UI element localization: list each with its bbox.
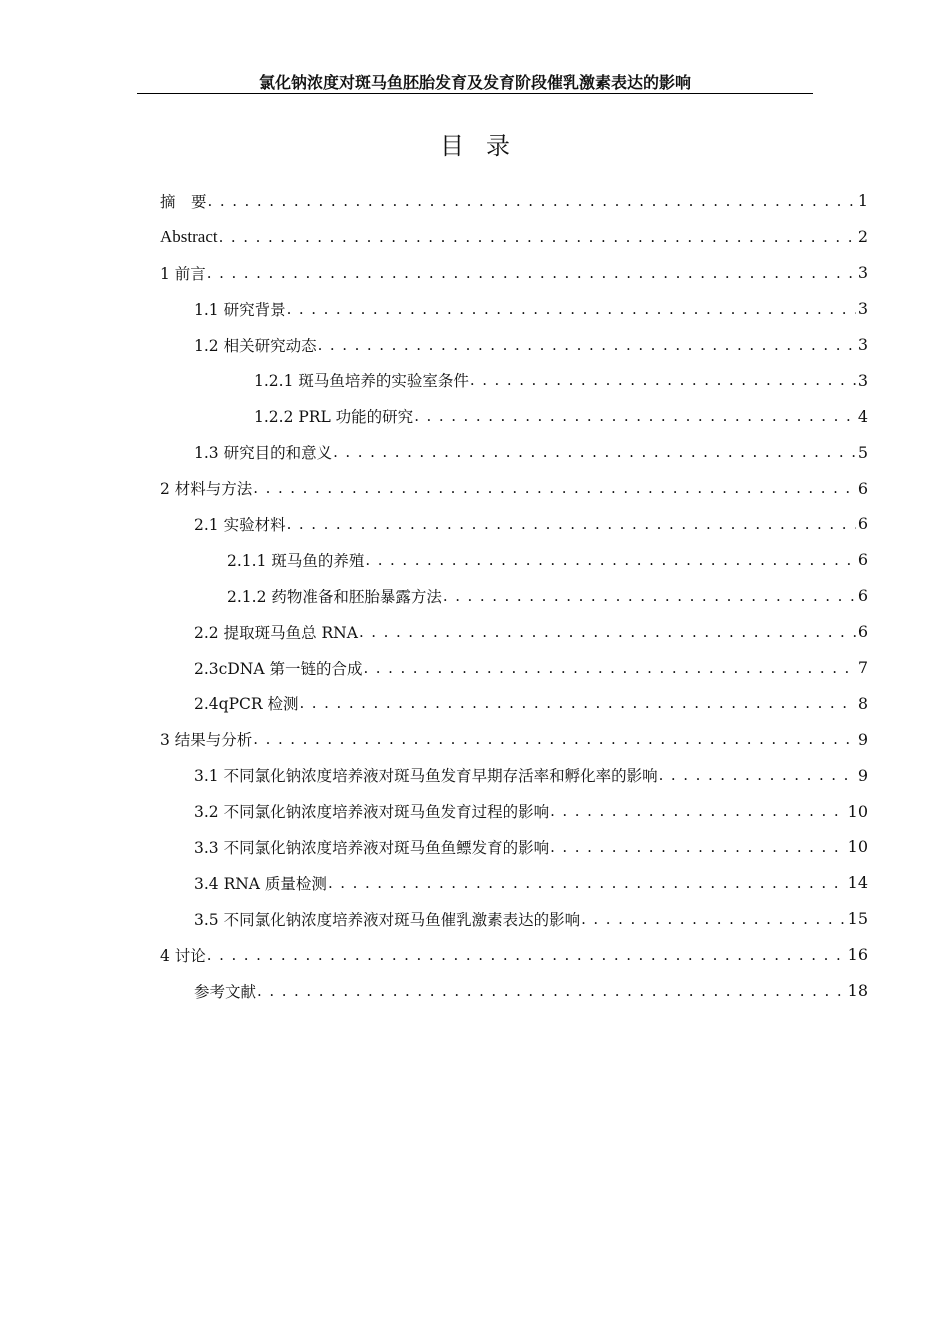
toc-entry[interactable] [160,901,868,937]
toc-entry-label: 3.2 不同氯化钠浓度培养液对斑马鱼发育过程的影响 [194,800,549,822]
toc-entry-label: 2.3cDNA 第一链的合成 [194,657,362,679]
toc-entry-page: 15 [847,909,868,929]
toc-entry-label: 2 材料与方法 [160,477,252,499]
dot-leader [287,299,856,319]
dot-leader [253,729,856,749]
toc-entry-label: 2.1.2 药物准备和胚胎暴露方法 [227,585,442,607]
toc-entry-label: 3.5 不同氯化钠浓度培养液对斑马鱼催乳激素表达的影响 [194,908,580,930]
toc-entry-label: 1.3 研究目的和意义 [194,441,332,463]
toc-entry-page: 3 [857,299,868,319]
toc-entry[interactable] [160,506,868,542]
dot-leader [207,263,856,283]
toc-entry[interactable] [160,829,868,865]
toc-entry-label: 3 结果与分析 [160,728,252,750]
dot-leader [257,981,846,1001]
toc-entry-page: 10 [847,837,868,857]
header-rule [137,93,813,94]
dot-leader [333,442,856,462]
toc-entry-label: 参考文献 [194,980,256,1002]
toc-entry-page: 6 [857,622,868,642]
toc-entry[interactable] [160,542,868,578]
toc-entry-page: 7 [857,658,868,678]
toc-entry[interactable] [160,255,868,291]
toc-entry[interactable] [160,793,868,829]
toc-entry-page: 8 [857,693,868,713]
dot-leader [581,909,846,929]
dot-leader [659,765,856,785]
toc-entry[interactable] [160,614,868,650]
toc-entry-page: 2 [857,227,868,247]
toc-entry[interactable] [160,578,868,614]
dot-leader [287,514,856,534]
dot-leader [359,622,856,642]
toc-entry[interactable] [160,721,868,757]
toc-entry-label: 3.3 不同氯化钠浓度培养液对斑马鱼鱼鳔发育的影响 [194,836,549,858]
toc-entry-label: 4 讨论 [160,944,206,966]
toc-entry-label: 2.4qPCR 检测 [194,692,298,714]
toc-entry-page: 3 [857,263,868,283]
toc-entry-page: 5 [857,442,868,462]
toc-entry[interactable] [160,685,868,721]
dot-leader [365,550,855,570]
toc-entry-label: 1.2.1 斑马鱼培养的实验室条件 [254,369,469,391]
running-header-title: 氯化钠浓度对斑马鱼胚胎发育及发育阶段催乳激素表达的影响 [258,73,691,92]
toc-entry-label: 1.1 研究背景 [194,298,286,320]
toc-entry[interactable] [160,398,868,434]
toc-entry-page: 1 [857,191,868,211]
dot-leader [328,873,846,893]
dot-leader [253,478,856,498]
dot-leader [219,227,856,247]
toc-entry[interactable] [160,219,868,255]
toc-entry-label: 2.2 提取斑马鱼总 RNA [194,621,358,643]
toc-entry[interactable] [160,291,868,327]
dot-leader [318,335,856,355]
toc-entry-label: 2.1 实验材料 [194,513,286,535]
toc-entry[interactable] [160,865,868,901]
toc-entry[interactable] [160,650,868,686]
toc-entry[interactable] [160,757,868,793]
dot-leader [207,945,846,965]
toc-entry-page: 9 [857,729,868,749]
dot-leader [470,370,856,390]
toc-entry-label: 3.1 不同氯化钠浓度培养液对斑马鱼发育早期存活率和孵化率的影响 [194,764,658,786]
toc-entry-page: 4 [857,406,868,426]
toc-entry[interactable] [160,183,868,219]
dot-leader [208,191,856,211]
table-of-contents [160,183,868,1008]
toc-entry-page: 10 [847,801,868,821]
toc-entry[interactable] [160,470,868,506]
toc-entry-page: 6 [857,478,868,498]
toc-entry[interactable] [160,434,868,470]
toc-entry-label: 摘 要 [160,190,207,212]
toc-entry-page: 6 [857,586,868,606]
toc-entry-page: 6 [857,514,868,534]
toc-entry[interactable] [160,327,868,363]
dot-leader [299,693,855,713]
toc-entry[interactable] [160,973,868,1009]
toc-entry-label: 3.4 RNA 质量检测 [194,872,327,894]
toc-entry-page: 3 [857,370,868,390]
dot-leader [443,586,856,606]
toc-entry-label: 1.2 相关研究动态 [194,334,317,356]
toc-entry-label: Abstract [160,226,218,246]
toc-entry-label: 1 前言 [160,262,206,284]
toc-entry-page: 6 [857,550,868,570]
toc-entry-page: 16 [847,945,868,965]
dot-leader [414,406,856,426]
toc-title: 目录 [440,132,532,160]
toc-entry-page: 14 [847,873,868,893]
dot-leader [550,801,846,821]
dot-leader [363,658,855,678]
dot-leader [550,837,846,857]
toc-entry-page: 9 [857,765,868,785]
toc-entry-page: 18 [847,981,868,1001]
toc-entry[interactable] [160,362,868,398]
toc-entry-label: 2.1.1 斑马鱼的养殖 [227,549,364,571]
toc-entry-page: 3 [857,335,868,354]
toc-entry-label: 1.2.2 PRL 功能的研究 [254,405,413,427]
toc-entry[interactable] [160,937,868,973]
